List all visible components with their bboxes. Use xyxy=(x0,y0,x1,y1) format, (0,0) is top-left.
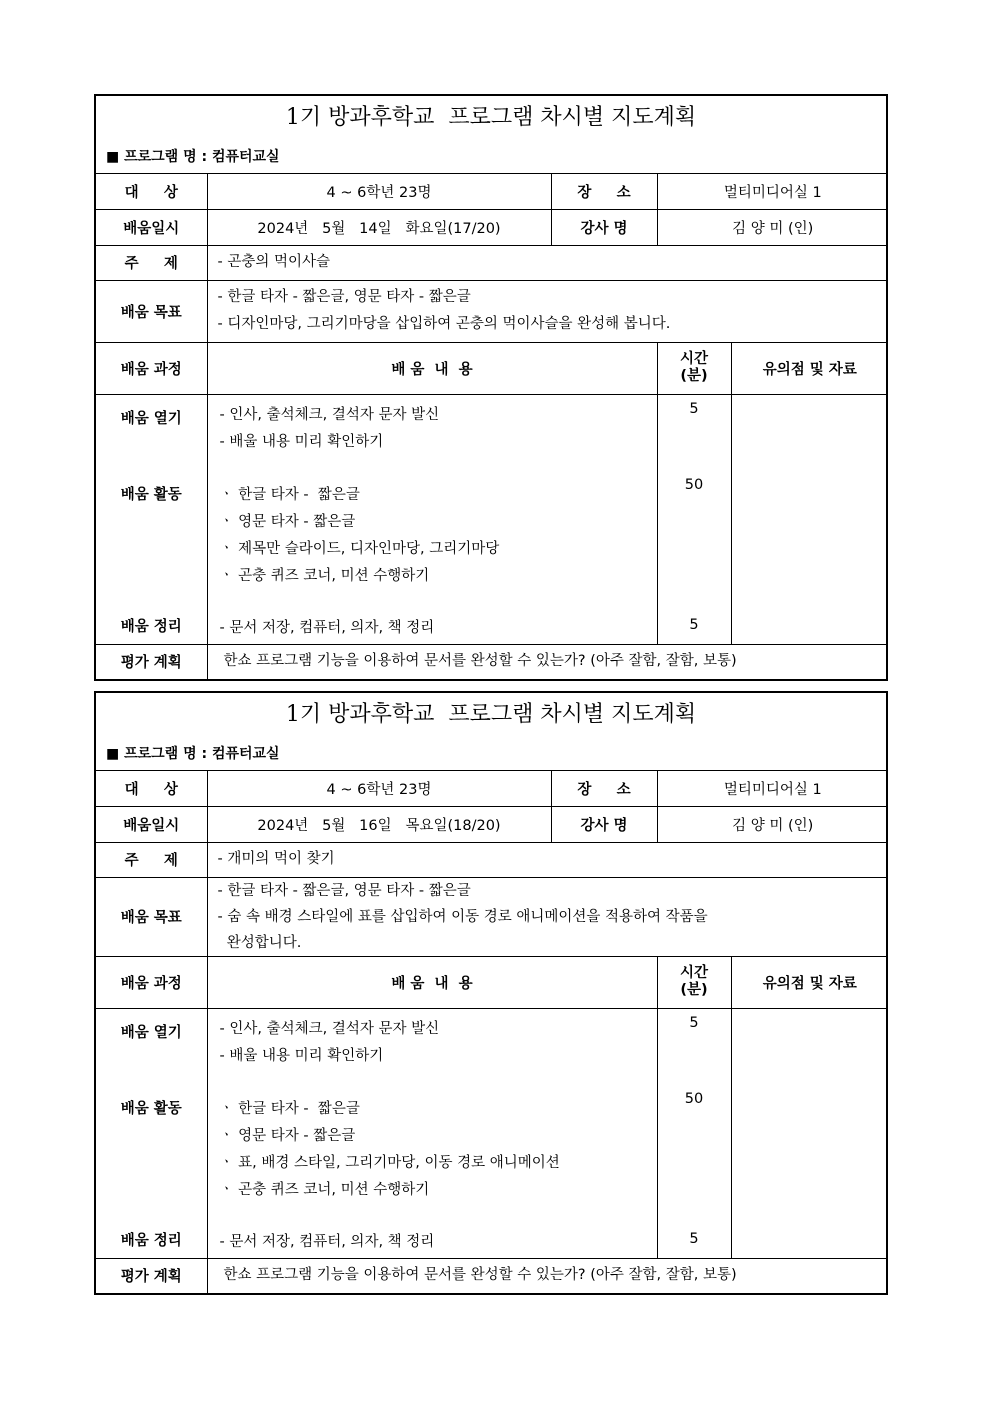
program-name: ■ 프로그램 명 : 컴퓨터교실 xyxy=(106,746,280,762)
goal-label: 배움 목표 xyxy=(96,280,207,342)
goal-line: - 숨 속 배경 스타일에 표를 삽입하여 이동 경로 애니메이션을 적용하여 작품을 xyxy=(217,908,708,925)
notes-label: 유의점 및 자료 xyxy=(731,956,888,1008)
step-time: 5 xyxy=(689,1014,699,1031)
step-line: ㆍ 영문 타자 - 짧은글 xyxy=(219,1127,356,1144)
process-label: 배움 과정 xyxy=(96,342,207,394)
plan-title: 1기 방과후학교 프로그램 차시별 지도계획 xyxy=(285,702,697,727)
eval-label: 평가 계획 xyxy=(96,1258,207,1293)
target-value: 4 ~ 6학년 23명 xyxy=(207,174,551,209)
plan-header xyxy=(96,693,886,771)
step-line: - 인사, 출석체크, 결석자 문자 발신 xyxy=(219,1020,440,1037)
target-value: 4 ~ 6학년 23명 xyxy=(207,771,551,806)
goal-line: - 한글 타자 - 짧은글, 영문 타자 - 짧은글 xyxy=(217,882,471,899)
eval-label: 평가 계획 xyxy=(96,644,207,679)
steps-content-cell xyxy=(207,1008,657,1258)
step-label-close: 배움 정리 xyxy=(120,618,182,635)
goal-cell xyxy=(207,280,888,342)
topic-label: 주 제 xyxy=(96,245,207,280)
topic-value: - 개미의 먹이 찾기 xyxy=(207,842,888,877)
goal-label: 배움 목표 xyxy=(96,877,207,956)
lesson-plan-1 xyxy=(94,94,888,681)
place-value: 멀티미디어실 1 xyxy=(657,771,888,806)
date-label: 배움일시 xyxy=(96,806,207,842)
teacher-value: 김 양 미 (인) xyxy=(657,806,888,842)
eval-value: 한쇼 프로그램 기능을 이용하여 문서를 완성할 수 있는가? (아주 잘함, 잘함, 보통) xyxy=(207,644,888,679)
topic-label: 주 제 xyxy=(96,842,207,877)
place-label: 장 소 xyxy=(551,771,657,806)
goal-cell xyxy=(207,877,888,956)
steps-notes-cell xyxy=(731,1008,888,1258)
content-label: 배 움 내 용 xyxy=(207,342,657,394)
step-time: 50 xyxy=(684,476,704,493)
step-line: ㆍ 한글 타자 - 짧은글 xyxy=(219,1100,360,1117)
steps-label-cell xyxy=(96,394,207,644)
date-value: 2024년 5월 16일 목요일(18/20) xyxy=(207,806,551,842)
time-label-text: 시간 (분) xyxy=(679,351,708,384)
step-line: ㆍ 곤충 퀴즈 코너, 미션 수행하기 xyxy=(219,1181,430,1198)
teacher-value: 김 양 미 (인) xyxy=(657,209,888,245)
step-time: 5 xyxy=(689,400,699,417)
step-label-open: 배움 열기 xyxy=(120,1024,182,1041)
step-line: - 배울 내용 미리 확인하기 xyxy=(219,1047,384,1064)
step-time: 5 xyxy=(689,1230,699,1247)
date-value: 2024년 5월 14일 화요일(17/20) xyxy=(207,209,551,245)
program-name: ■ 프로그램 명 : 컴퓨터교실 xyxy=(106,149,280,165)
place-label: 장 소 xyxy=(551,174,657,209)
step-label-close: 배움 정리 xyxy=(120,1232,182,1249)
step-time: 50 xyxy=(684,1090,704,1107)
step-line: - 문서 저장, 컴퓨터, 의자, 책 정리 xyxy=(219,1233,435,1250)
plan-header xyxy=(96,96,886,174)
plan-title: 1기 방과후학교 프로그램 차시별 지도계획 xyxy=(285,105,697,130)
teacher-label: 강사 명 xyxy=(551,806,657,842)
time-label-text: 시간 (분) xyxy=(679,965,708,998)
goal-line: - 한글 타자 - 짧은글, 영문 타자 - 짧은글 xyxy=(217,289,471,305)
step-line: ㆍ 한글 타자 - 짧은글 xyxy=(219,486,360,503)
notes-label: 유의점 및 자료 xyxy=(731,342,888,394)
step-label-activity: 배움 활동 xyxy=(120,1100,182,1117)
step-line: ㆍ 표, 배경 스타일, 그리기마당, 이동 경로 애니메이션 xyxy=(219,1154,560,1171)
steps-notes-cell xyxy=(731,394,888,644)
date-label: 배움일시 xyxy=(96,209,207,245)
time-label xyxy=(657,956,731,1008)
step-label-activity: 배움 활동 xyxy=(120,486,182,503)
target-label: 대 상 xyxy=(96,771,207,806)
target-label: 대 상 xyxy=(96,174,207,209)
step-time: 5 xyxy=(689,616,699,633)
teacher-label: 강사 명 xyxy=(551,209,657,245)
process-label: 배움 과정 xyxy=(96,956,207,1008)
plan-table xyxy=(96,174,888,679)
goal-line: - 디자인마당, 그리기마당을 삽입하여 곤충의 먹이사슬을 완성해 봅니다. xyxy=(217,316,671,332)
steps-label-cell xyxy=(96,1008,207,1258)
steps-time-cell xyxy=(657,394,731,644)
step-line: - 문서 저장, 컴퓨터, 의자, 책 정리 xyxy=(219,619,435,636)
steps-content-cell xyxy=(207,394,657,644)
step-line: ㆍ 제목만 슬라이드, 디자인마당, 그리기마당 xyxy=(219,540,500,557)
plan-table xyxy=(96,771,888,1293)
step-line: ㆍ 영문 타자 - 짧은글 xyxy=(219,513,356,530)
time-label xyxy=(657,342,731,394)
step-line: - 배울 내용 미리 확인하기 xyxy=(219,433,384,450)
goal-line: 완성합니다. xyxy=(217,934,302,951)
topic-value: - 곤충의 먹이사슬 xyxy=(207,245,888,280)
lesson-plan-2 xyxy=(94,691,888,1295)
steps-time-cell xyxy=(657,1008,731,1258)
step-label-open: 배움 열기 xyxy=(120,410,182,427)
place-value: 멀티미디어실 1 xyxy=(657,174,888,209)
eval-value: 한쇼 프로그램 기능을 이용하여 문서를 완성할 수 있는가? (아주 잘함, 잘함, 보통) xyxy=(207,1258,888,1293)
content-label: 배 움 내 용 xyxy=(207,956,657,1008)
step-line: - 인사, 출석체크, 결석자 문자 발신 xyxy=(219,406,440,423)
step-line: ㆍ 곤충 퀴즈 코너, 미션 수행하기 xyxy=(219,567,430,584)
